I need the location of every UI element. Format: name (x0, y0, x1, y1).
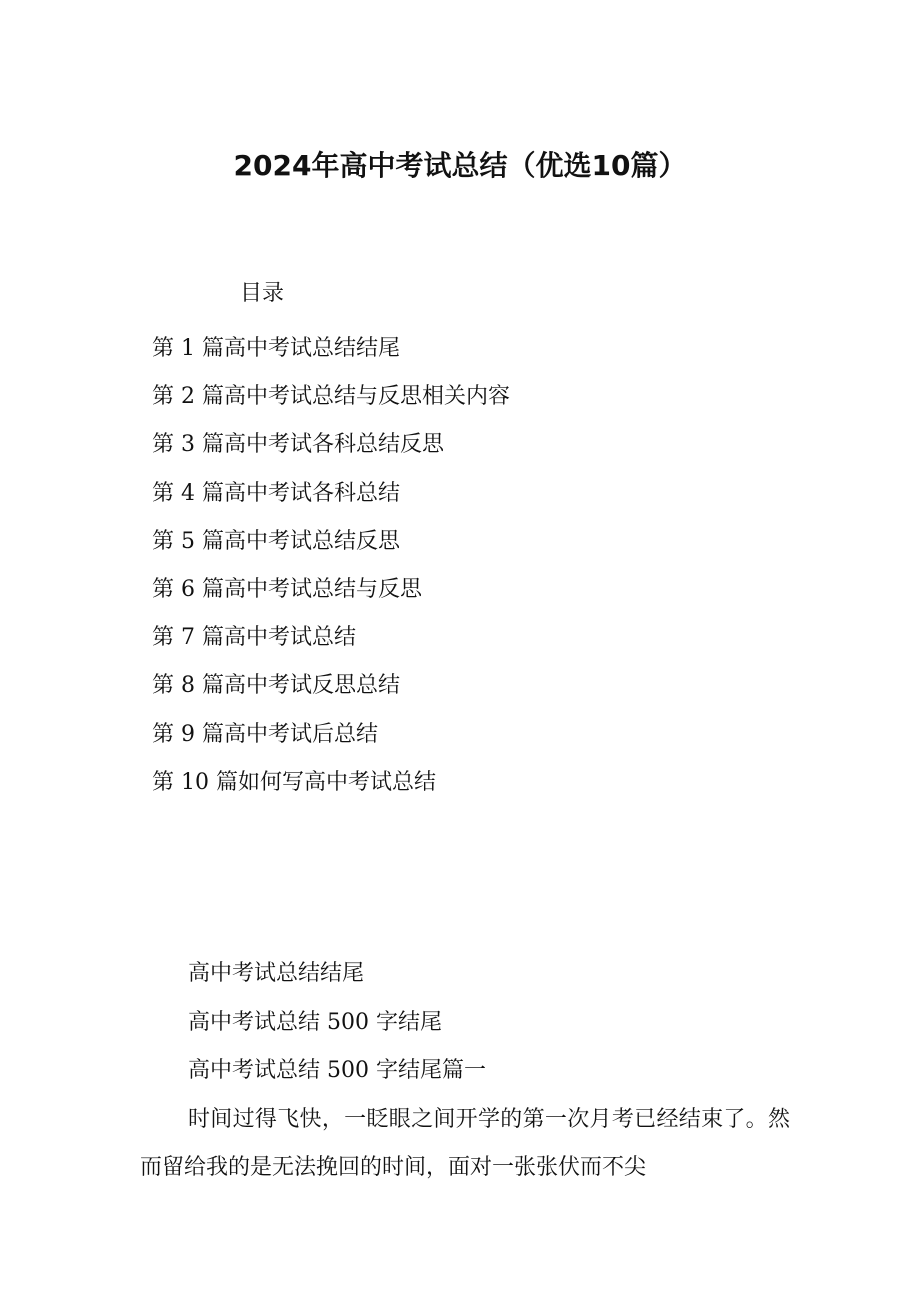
section-subheading: 高中考试总结 500 字结尾 (188, 1009, 442, 1035)
document-title: 2024年高中考试总结（优选10篇） (233, 149, 687, 182)
toc-item-1: 第 1 篇高中考试总结结尾 (152, 336, 400, 361)
toc-item-2: 第 2 篇高中考试总结与反思相关内容 (152, 384, 510, 410)
toc-item-6: 第 6 篇高中考试总结与反思 (152, 576, 422, 602)
toc-item-9: 第 9 篇高中考试后总结 (152, 721, 378, 747)
toc-item-3: 第 3 篇高中考试各科总结反思 (152, 432, 444, 458)
body-paragraph: 时间过得飞快，一眨眼之间开学的第一次月考已经结束了。然而留给我的是无法挽回的时间，面对一张张伏而不尖 (140, 1106, 790, 1180)
section-heading: 高中考试总结结尾 (188, 961, 365, 986)
toc-item-7: 第 7 篇高中考试总结 (152, 625, 356, 651)
toc-item-8: 第 8 篇高中考试反思总结 (152, 673, 400, 699)
table-of-contents (152, 325, 510, 807)
body-text (140, 950, 790, 1193)
toc-item-5: 第 5 篇高中考试总结反思 (152, 528, 400, 554)
toc-item-10: 第 10 篇如何写高中考试总结 (152, 769, 436, 795)
toc-heading: 目录 (240, 281, 285, 306)
article-heading: 高中考试总结 500 字结尾篇一 (188, 1058, 486, 1083)
toc-item-4: 第 4 篇高中考试各科总结 (152, 480, 400, 506)
